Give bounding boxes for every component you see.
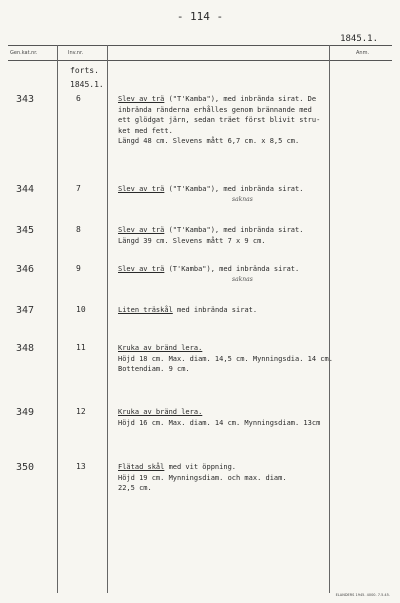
entry-details: med inbrända sirat.	[172, 306, 258, 314]
year-heading: 1845.1.	[340, 34, 378, 44]
entry-details: Höjd 18 cm. Max. diam. 14,5 cm. Mynningsdia. 14 cm. Bottendiam. 9 cm.	[118, 354, 333, 373]
inventory-number-header: Inv.nr.	[68, 50, 84, 56]
continuation-year: 1845.1.	[70, 80, 104, 89]
entry-title: Liten träskål	[118, 306, 173, 314]
column-header-row	[8, 45, 392, 61]
entry-inventory-number: 11	[76, 343, 86, 352]
column-divider	[57, 45, 58, 593]
entry-inventory-number: 6	[76, 94, 81, 103]
entry-details: ("T'Kamba"), med inbrända sirat. De inbrända ränderna erhålles genom brännande med ett glödgat järn, sedan träet först blivit stru- ket med fett. Längd 48 cm. Slevens mått 6,7 cm. x 8,5 cm.	[118, 95, 321, 145]
entry-catalog-number: 346	[16, 264, 35, 275]
entry-catalog-number: 347	[16, 305, 35, 316]
entry-catalog-number: 345	[16, 225, 35, 236]
entry-description	[118, 184, 348, 195]
entry-inventory-number: 10	[76, 305, 86, 314]
entry-title: Kruka av bränd lera.	[118, 408, 203, 416]
entry-inventory-number: 12	[76, 407, 86, 416]
entry-description	[118, 94, 348, 147]
catalog-number-header: Gen.kat.nr.	[10, 50, 38, 56]
entry-details: med vit öppning. Höjd 19 cm. Mynningsdiam. och max. diam. 22,5 cm.	[118, 463, 287, 492]
remarks-header: Anm.	[356, 50, 370, 56]
entry-title: Flätad skål	[118, 463, 165, 471]
entry-inventory-number: 8	[76, 225, 81, 234]
entry-description	[118, 462, 348, 494]
entry-description	[118, 305, 348, 316]
entry-inventory-number: 9	[76, 264, 81, 273]
printer-mark: ELANDERS 1945. 4000. 7.5.45.	[335, 593, 390, 597]
entry-catalog-number: 344	[16, 184, 35, 195]
column-divider	[107, 45, 108, 593]
entry-catalog-number: 343	[16, 94, 35, 105]
entry-details: ("T'Kamba"), med inbrända sirat. Längd 39 cm. Slevens mått 7 x 9 cm.	[118, 226, 304, 245]
entry-details: Höjd 16 cm. Max. diam. 14 cm. Mynningsdiam. 13cm	[118, 418, 321, 427]
entry-title: Slev av trä	[118, 95, 165, 103]
entry-description	[118, 264, 348, 275]
entry-catalog-number: 348	[16, 343, 35, 354]
entry-handwritten-note: saknas	[232, 276, 253, 283]
entry-handwritten-note: saknas	[232, 196, 253, 203]
entry-description	[118, 225, 348, 246]
entry-title: Slev av trä	[118, 185, 165, 193]
entry-inventory-number: 13	[76, 462, 86, 471]
continuation-label: forts.	[70, 66, 99, 75]
entry-catalog-number: 349	[16, 407, 35, 418]
entry-catalog-number: 350	[16, 462, 35, 473]
entry-title: Slev av trä	[118, 265, 165, 273]
entry-details: (T'Kamba"), med inbrända sirat.	[164, 265, 300, 273]
page-number: - 114 -	[176, 10, 224, 23]
entry-details: ("T'Kamba"), med inbrända sirat.	[164, 185, 304, 193]
entry-description	[118, 343, 348, 375]
entry-title: Kruka av bränd lera.	[118, 344, 203, 352]
entry-title: Slev av trä	[118, 226, 165, 234]
entry-inventory-number: 7	[76, 184, 81, 193]
entry-description	[118, 407, 348, 428]
